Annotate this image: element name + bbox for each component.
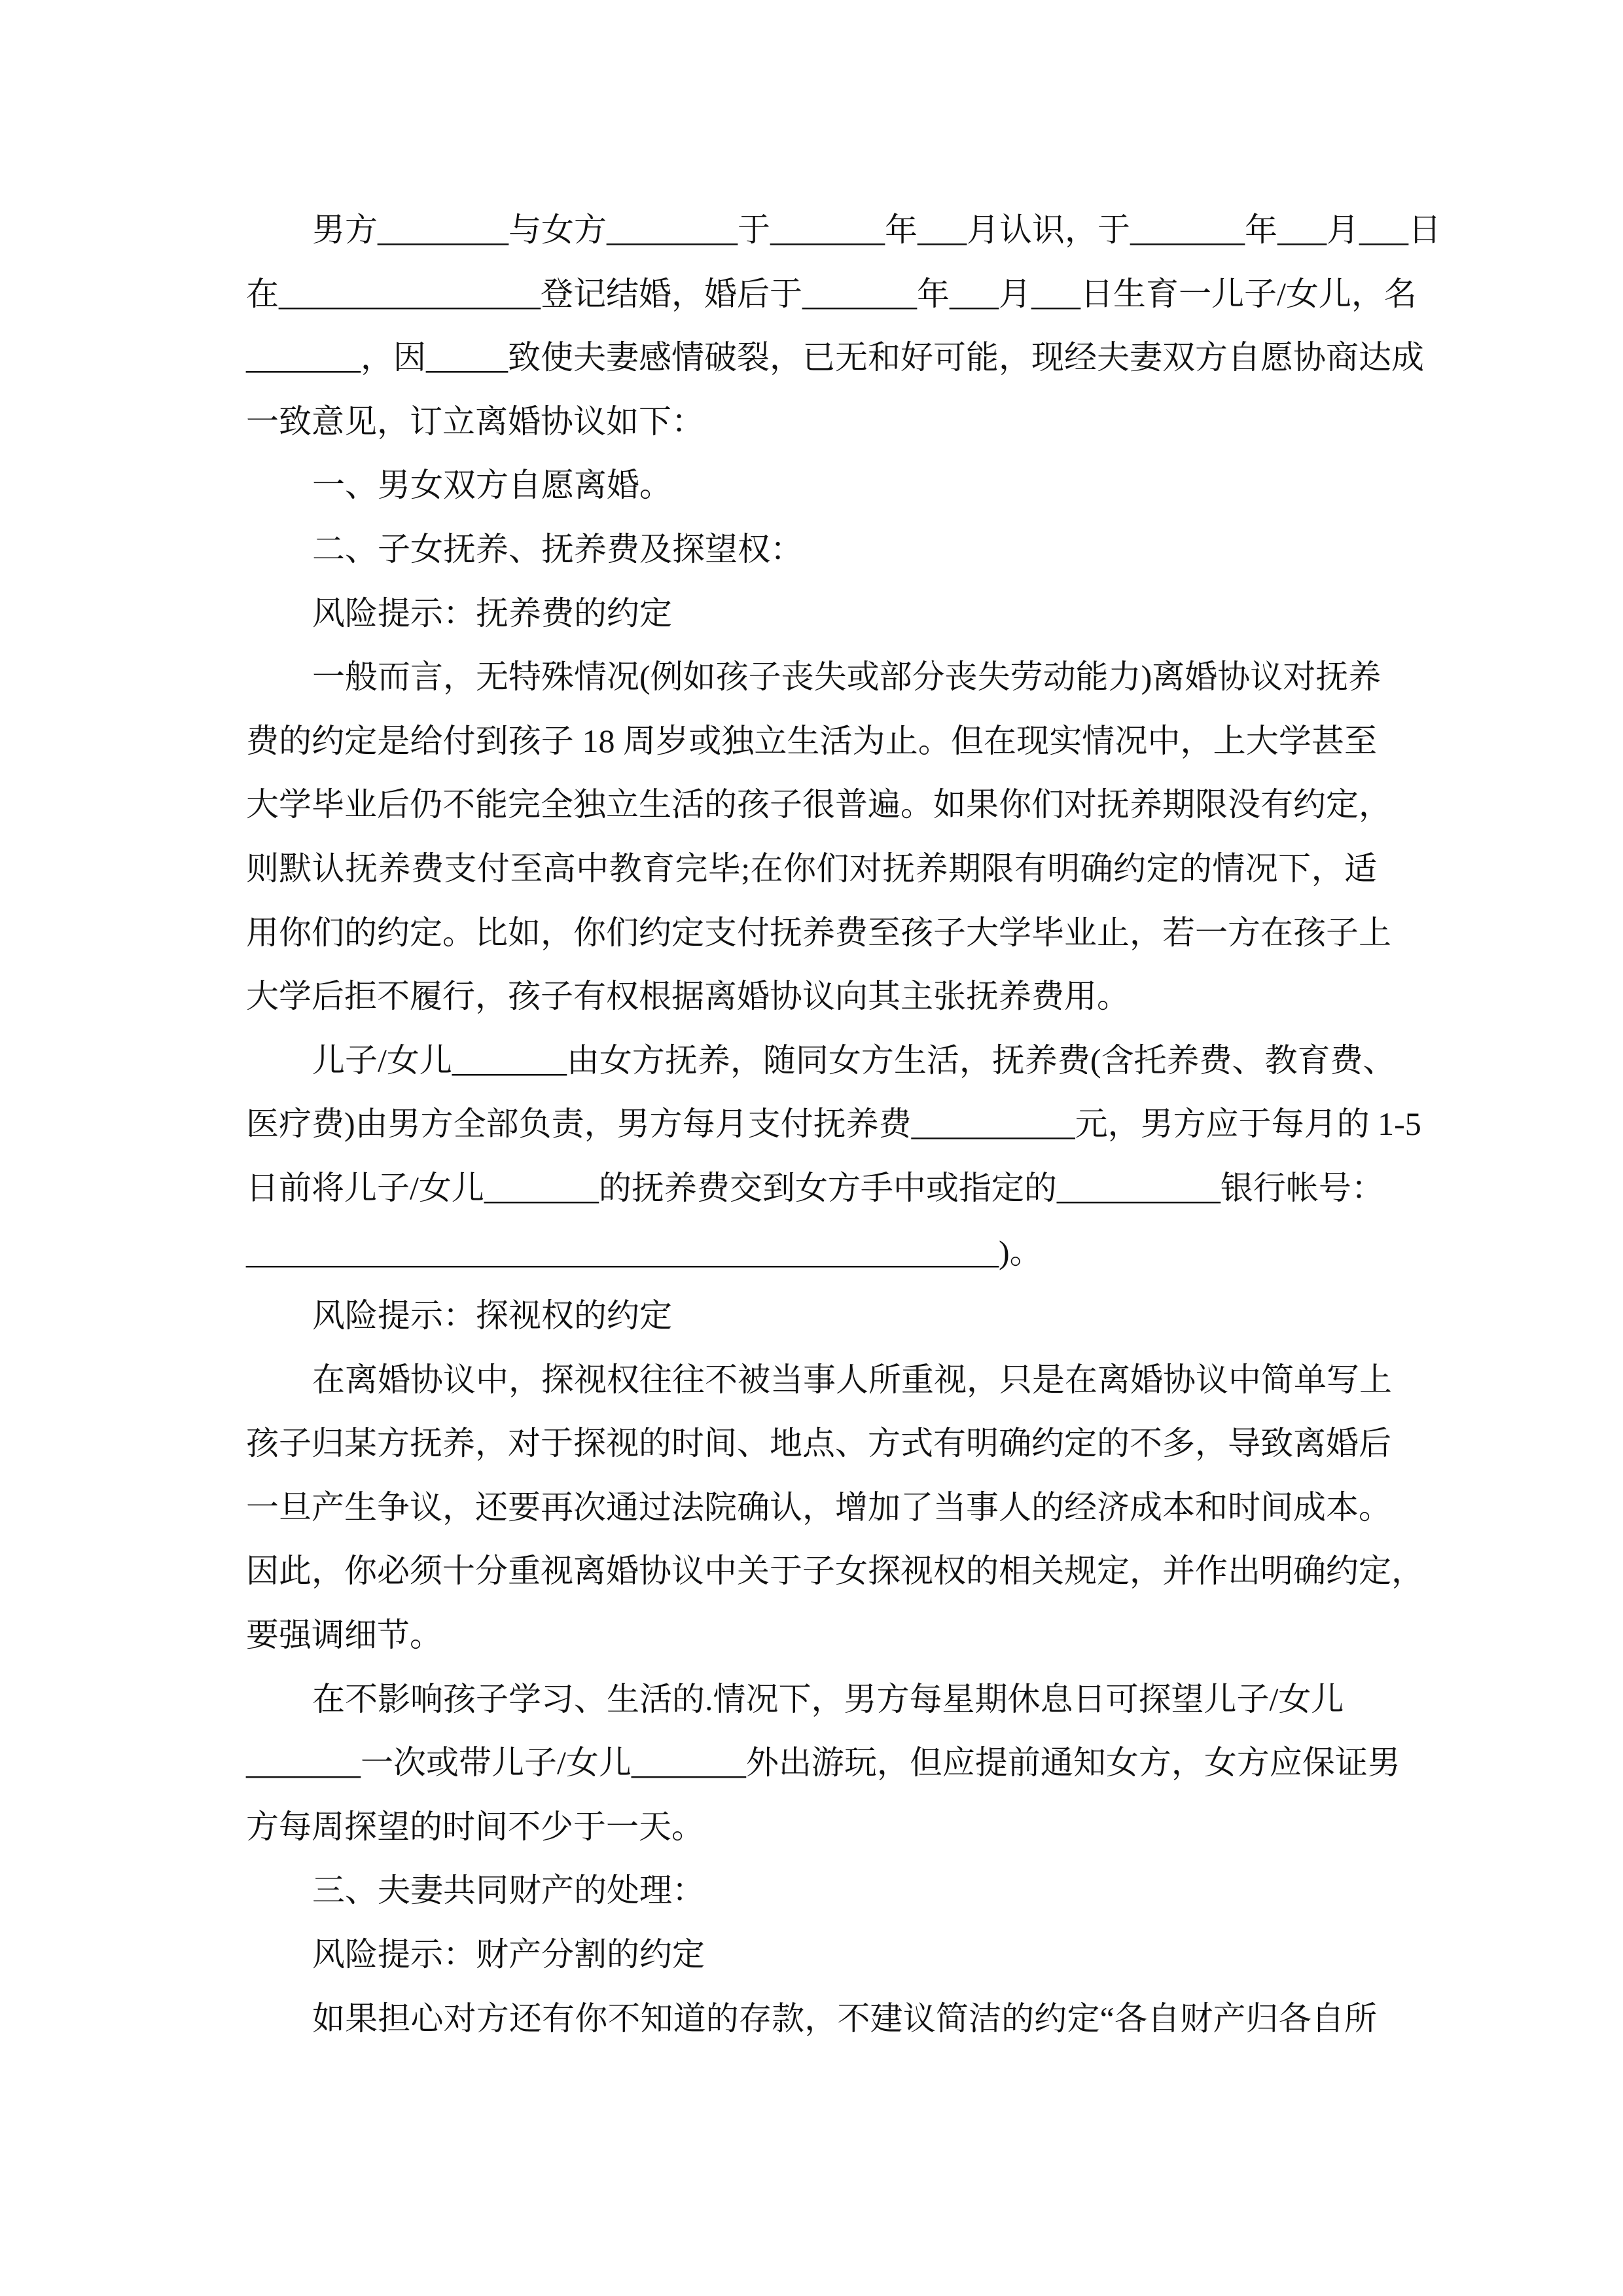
- text-line: 风险提示：抚养费的约定: [312, 594, 672, 632]
- text-line: 费的约定是给付到孩子 18 周岁或独立生活为止。但在现实情况中，上大学甚至: [246, 722, 1377, 759]
- text-line: 孩子归某方抚养，对于探视的时间、地点、方式有明确约定的不多，导致离婚后: [246, 1425, 1391, 1462]
- text-line: 大学后拒不履行，孩子有权根据离婚协议向其主张抚养费用。: [246, 978, 1130, 1015]
- text-line: 用你们的约定。比如，你们约定支付抚养费至孩子大学毕业止，若一方在孩子上: [246, 914, 1391, 951]
- text-line: 三、夫妻共同财产的处理：: [312, 1872, 705, 1909]
- text-line: 儿子/女儿_______由女方抚养，随同女方生活，抚养费(含托养费、教育费、: [312, 1041, 1396, 1079]
- text-line: 二、子女抚养、抚养费及探望权：: [312, 530, 803, 567]
- text-line: 方每周探望的时间不少于一天。: [246, 1808, 704, 1845]
- text-line: ______________________________________________)。: [246, 1233, 1043, 1270]
- text-line: 大学毕业后仍不能完全独立生活的孩子很普遍。如果你们对抚养期限没有约定，: [246, 786, 1391, 823]
- text-line: 在离婚协议中，探视权往往不被当事人所重视，只是在离婚协议中简单写上: [312, 1361, 1392, 1398]
- text-line: 男方________与女方________于_______年___月认识，于_______年___月___日: [312, 211, 1441, 248]
- text-line: 则默认抚养费支付至高中教育完毕;在你们对抚养期限有明确约定的情况下，适: [246, 850, 1377, 887]
- text-line: _______一次或带儿子/女儿_______外出游玩，但应提前通知女方，女方应保证男: [246, 1744, 1400, 1782]
- text-line: 如果担心对方还有你不知道的存款，不建议简洁的约定“各自财产归各自所: [312, 2000, 1377, 2037]
- document-body: [246, 208, 1441, 2060]
- text-line: 一、男女双方自愿离婚。: [312, 467, 672, 504]
- text-line: _______，因_____致使夫妻感情破裂，已无和好可能，现经夫妻双方自愿协商达成: [246, 339, 1424, 376]
- text-line: 风险提示：财产分割的约定: [312, 1936, 705, 1973]
- text-line: 一旦产生争议，还要再次通过法院确认，增加了当事人的经济成本和时间成本。: [246, 1488, 1391, 1526]
- text-line: 在________________登记结婚，婚后于_______年___月___日生育一儿子/女儿，名: [246, 275, 1417, 312]
- text-line: 医疗费)由男方全部负责，男方每月支付抚养费__________元，男方应于每月的 1-5: [246, 1105, 1421, 1143]
- text-line: 要强调细节。: [246, 1617, 442, 1654]
- text-line: 日前将儿子/女儿_______的抚养费交到女方手中或指定的__________银行帐号：: [246, 1169, 1384, 1206]
- text-line: 一般而言，无特殊情况(例如孩子丧失或部分丧失劳动能力)离婚协议对抚养: [312, 658, 1382, 696]
- text-line: 在不影响孩子学习、生活的.情况下，男方每星期休息日可探望儿子/女儿: [312, 1680, 1344, 1717]
- text-line: 风险提示：探视权的约定: [312, 1297, 672, 1335]
- text-line: 一致意见，订立离婚协议如下：: [246, 403, 704, 440]
- text-line: 因此，你必须十分重视离婚协议中关于子女探视权的相关规定，并作出明确约定，: [246, 1552, 1424, 1590]
